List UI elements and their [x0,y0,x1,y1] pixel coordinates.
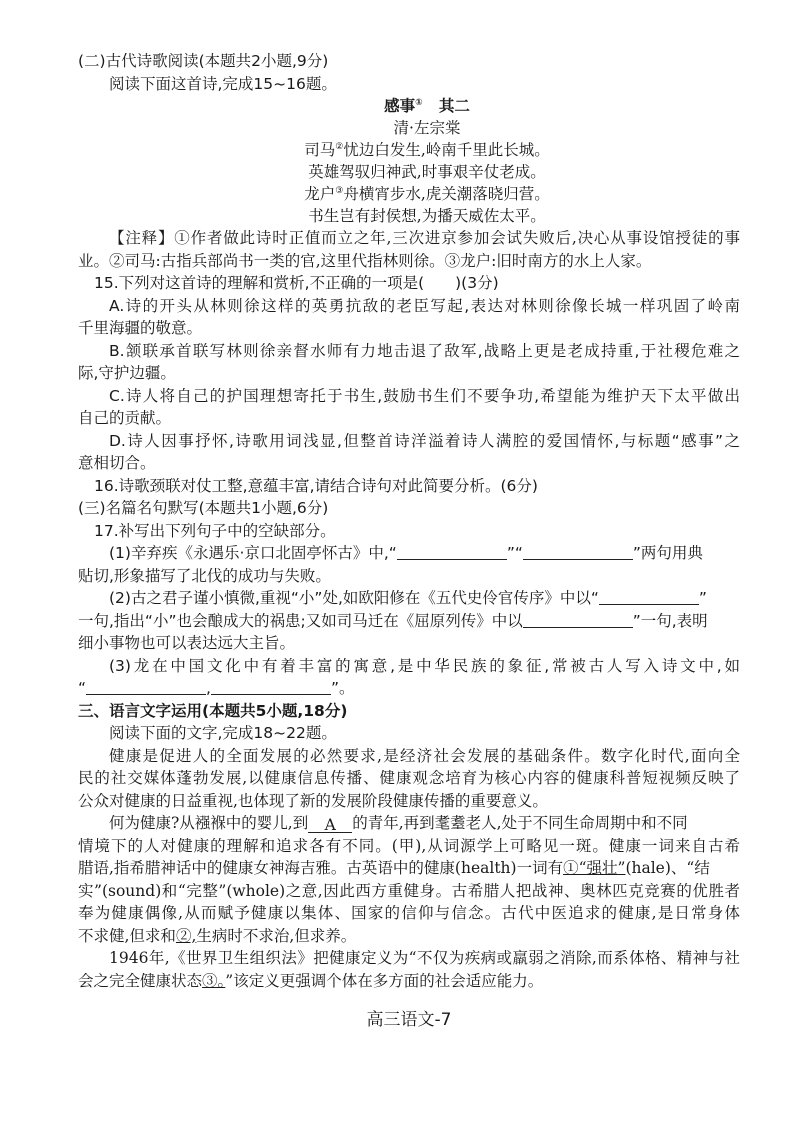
instruction: 阅读下面这首诗,完成15~16题。 [109,74,337,93]
passage-line: 实”(sound)和“完整”(whole)之意,因此西方重健身。古希腊人把战神、奥林匹克竞赛的优胜者 [78,881,740,900]
option-b: B.颔联承首联写林则徐亲督水师有力地击退了敌军,战略上更是老成持重,于社稷危难之 [109,341,740,360]
q17-item-3-cont: “ , ”。 [78,679,355,697]
part-header-language: 三、语言文字运用(本题共5小题,18分) [78,701,348,720]
section-header-poetry: (二)古代诗歌阅读(本题共2小题,9分) [78,52,329,70]
q17-item-2-cont: 一句,指出“小”也会酿成大的祸患;又如司马迁在《屈原列传》中以 ”一句,表明 [78,611,708,630]
option-c: C.诗人将自己的护国理想寄托于书生,鼓励书生们不要争功,希望能为维护天下太平做出 [109,386,740,405]
exam-page [78,50,740,1032]
answer-blank[interactable] [211,679,331,695]
answer-blank[interactable] [599,589,699,605]
answer-blank[interactable] [523,612,633,628]
answer-blank[interactable] [397,544,507,560]
annotation: 【注释】①作者做此诗时正值而立之年,三次进京参加会试失败后,决心从事设馆授徒的事 [109,229,740,247]
question-15: 15.下列对这首诗的理解和赏析,不正确的一项是( )(3分) [94,274,499,292]
poem-author: 清·左宗棠 [393,119,461,137]
answer-blank[interactable] [523,544,633,560]
q17-item-3: (3)龙在中国文化中有着丰富的寓意,是中华民族的象征,常被古人写入诗文中,如 [109,656,740,675]
passage-line: 情境下的人对健康的理解和追求各有不同。(甲),从词源学上可略见一斑。健康一词来自古希 [78,836,740,855]
option-d-cont: 意相切合。 [78,454,156,472]
instruction: 阅读下面的文字,完成18~22题。 [109,724,337,742]
passage-line: 健康是促进人的全面发展的必然要求,是经济社会发展的基础条件。数字化时代,面向全 [109,746,740,765]
q17-item-1-cont: 贴切,形象描写了北伐的成功与失败。 [78,566,331,585]
option-b-cont: 际,守护边疆。 [78,364,176,382]
answer-blank[interactable] [86,679,206,695]
marked-phrase-1: ①“强壮” [563,859,626,877]
poem-line: 司马②忧边白发生,岭南千里此长城。 [304,141,550,159]
poem [78,95,740,227]
option-d: D.诗人因事抒怀,诗歌用词浅显,但整首诗洋溢着诗人满腔的爱国情怀,与标题“感事”之 [109,431,740,450]
q17-item-2-cont2: 细小事物也可以表达远大主旨。 [78,634,296,652]
passage-line: 民的社交媒体蓬勃发展,以健康信息传播、健康观念培育为核心内容的健康科普短视频反映了 [78,769,740,787]
q17-item-1: (1)辛弃疾《永遇乐·京口北固亭怀古》中,“ ”“ ”两句用典 [109,544,703,562]
poem-line: 英雄驾驭归神武,时事艰辛仗老成。 [308,163,546,181]
option-a-cont: 千里海疆的敬意。 [78,319,203,337]
option-a: A.诗的开头从林则徐这样的英勇抗敌的老臣写起,表达对林则徐像长城一样巩固了岭南 [109,296,740,315]
passage-line: 腊语,指希腊神话中的健康女神海吉雅。古英语中的健康(health)一词有①“强壮”(hale)、“结 [78,859,710,877]
passage-line: 不求健,但求和②,生病时不求治,但求养。 [78,926,357,945]
passage-line: 公众对健康的日益重视,也体现了新的发展阶段健康传播的重要意义。 [78,791,548,810]
passage-line: 何为健康?从襁褓中的婴儿,到 A 的青年,再到耄耋老人,处于不同生命周期中和不同 [109,814,688,834]
poem-subtitle: 其二 [438,97,470,115]
poem-title-text: 感事 [384,97,416,115]
annotation: 业。②司马:古指兵部尚书一类的官,这里代指林则徐。③龙户:旧时南方的水上人家。 [78,251,652,270]
section-header-recitation: (三)名篇名句默写(本题共1小题,6分) [78,499,329,517]
question-16: 16.诗歌颈联对仗工整,意蕴丰富,请结合诗句对此简要分析。(6分) [94,476,538,495]
q17-item-2: (2)古之君子谨小慎微,重视“小”处,如欧阳修在《五代史伶官传序》中以“ ” [109,589,707,607]
footnote-mark: ① [415,98,423,108]
marked-phrase-3: ③。 [202,971,226,990]
passage-line: 奉为健康偶像,从而赋予健康以集体、国家的信仰与信念。古代中医追求的健康,是日常身体 [78,904,740,922]
blank-a: A [308,817,352,833]
poem-title [78,95,740,117]
passage-line: 会之完全健康状态③。”该定义更强调个体在多方面的社会适应能力。 [78,971,544,990]
poem-line: 龙户③舟横宵步水,虎关潮落晓归营。 [304,185,550,203]
passage-line: 1946年,《世界卫生组织法》把健康定义为“不仅为疾病或羸弱之消除,而系体格、精神与社 [109,949,740,967]
poem-line: 书生岂有封侯想,为播天威佐太平。 [308,207,546,225]
page-footer: 高三语文-7 [366,1010,452,1030]
question-17: 17.补写出下列句子中的空缺部分。 [94,521,336,540]
option-c-cont: 自己的贡献。 [78,409,172,427]
marked-phrase-2: ②, [175,926,197,945]
